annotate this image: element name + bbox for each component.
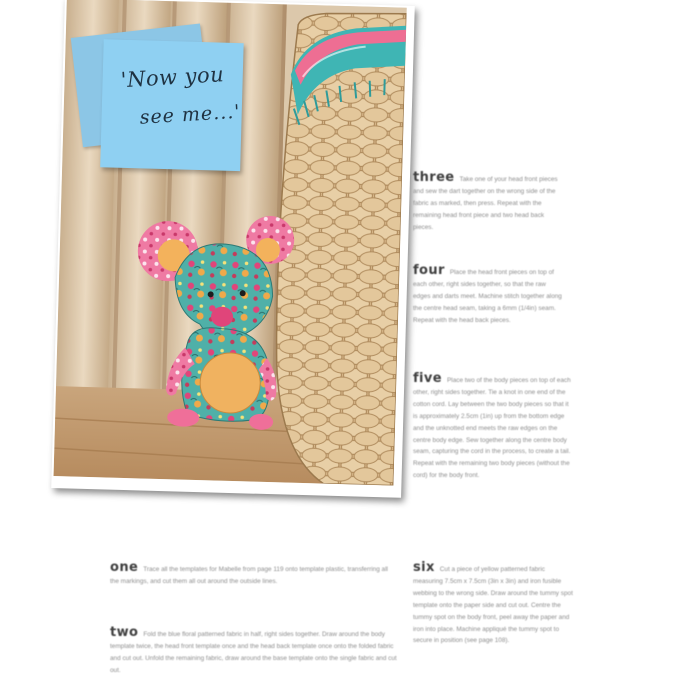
step-text: Cut a piece of yellow patterned fabric measuring 7.5cm x 7.5cm (3in x 3in) and iron fusible webbing to the wrong side. Draw around the tummy spot template onto the paper side and cut out. Centre the tummy spot on the body front, peel away the paper and iron into place. Machine appliqué the tummy spot to secure in position (see page 108). <box>413 566 573 645</box>
step-two <box>110 627 400 677</box>
step-one <box>110 562 390 588</box>
step-number: five <box>413 371 443 386</box>
step-text: Take one of your head front pieces and sew the dart together on the wrong side of the fabric as marked, then press. Repeat with the remaining head front piece and two head back pieces. <box>413 176 558 231</box>
step-number: two <box>110 625 139 640</box>
step-text: Trace all the templates for Mabelle from page 119 onto template plastic, transferring all the markings, and cut them all out around the outside lines. <box>110 566 388 585</box>
sticky-note-line-2: see me...' <box>139 100 242 129</box>
mouse-toy-photo <box>54 0 407 486</box>
sticky-note-front <box>100 39 244 171</box>
step-number: three <box>413 170 455 185</box>
sticky-note-line-1: 'Now you <box>120 62 225 93</box>
step-number: one <box>110 560 139 575</box>
step-four <box>413 265 565 327</box>
step-five <box>413 373 573 482</box>
step-text: Fold the blue floral patterned fabric in half, right sides together. Draw around the body template twice, the head front template once and the head back template once onto the folded fabric and cut out. Unfold the remaining fabric, draw around the base template onto the single fabric and cut out. <box>110 631 397 674</box>
step-number: six <box>413 560 435 575</box>
sticky-note <box>74 11 248 176</box>
step-text: Place the head front pieces on top of each other, right sides together, so that the raw edges and darts meet. Machine stitch together along the centre head seam, taking a 6mm (1/4in) seam. Repeat with the head back pieces. <box>413 269 562 324</box>
step-three <box>413 172 565 234</box>
step-six <box>413 562 573 647</box>
step-number: four <box>413 263 445 278</box>
step-text: Place two of the body pieces on top of each other, right sides together. Tie a knot in one end of the cotton cord. Lay between the two body pieces so that it is approximately 2.5cm (1in) up from the bottom edge and the unknotted end meets the raw edges on the centre body edge. Sew together along the centre body seam, capturing the cord in the process, to create a tail. Repeat with the remaining two body pieces (without the cord) for the body front. <box>413 377 571 480</box>
photo-frame <box>51 0 415 498</box>
